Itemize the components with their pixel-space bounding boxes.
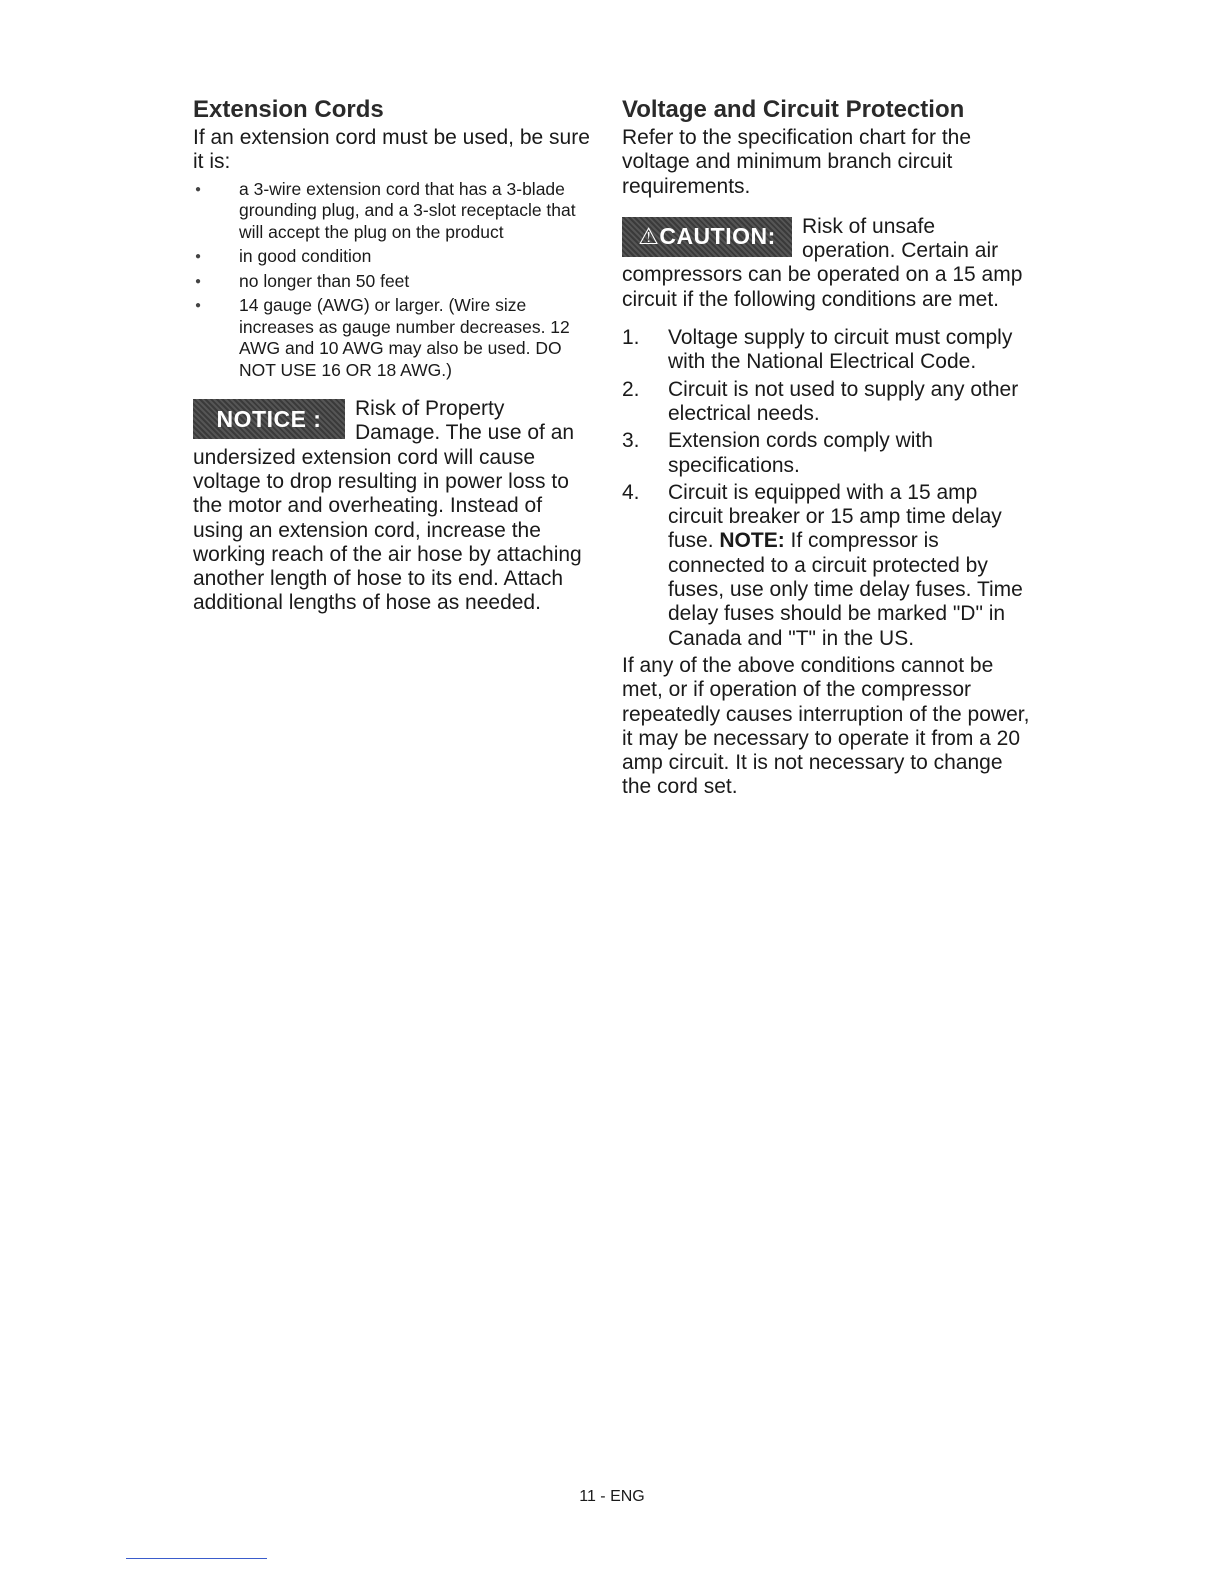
notice-text: Risk of Property Damage. The use of an undersized extension cord will cause voltage to drop resulting in power loss to the motor and overheating. Instead of using an extension cord, increase the working reach of the air hose by attaching another length of hose to its end. Attach additional lengths of hose as needed.: [193, 397, 582, 615]
voltage-intro: Refer to the specification chart for the voltage and minimum branch circuit requirements.: [622, 126, 972, 198]
extension-cords-intro: If an extension cord must be used, be sure it is:: [193, 126, 590, 174]
voltage-section: [622, 96, 1032, 800]
voltage-heading: Voltage and Circuit Protection: [622, 96, 965, 123]
step-text: Extension cords comply with specifications.: [668, 429, 933, 477]
extension-cords-section: [193, 96, 593, 616]
list-item: [622, 481, 1032, 651]
caution-block: [622, 215, 1032, 312]
caution-badge: ⚠CAUTION:: [622, 217, 792, 257]
notice-block: [193, 397, 593, 616]
list-item: ● no longer than 50 feet: [193, 271, 593, 293]
list-item: ● in good condition: [193, 246, 593, 268]
step-text: Circuit is not used to supply any other electrical needs.: [668, 377, 1019, 425]
page-number: 11 - ENG: [579, 1488, 645, 1505]
list-item: [622, 326, 1032, 375]
extension-cord-requirements-list: [193, 179, 593, 382]
bottom-rule: [126, 1558, 267, 1559]
list-item: ● 14 gauge (AWG) or larger. (Wire size increases as gauge number decreases. 12 AWG and 10 AWG may also be used. DO NOT USE 16 OR 18 AWG.): [193, 295, 593, 381]
step-number: 4.: [622, 480, 640, 504]
step-text: Circuit is equipped with a 15 amp circuit breaker or 15 amp time delay fuse.: [668, 480, 1002, 553]
step-number: 2.: [622, 377, 640, 401]
list-item: [622, 429, 1032, 478]
list-item: ● a 3-wire extension cord that has a 3-blade grounding plug, and a 3-slot receptacle that will accept the plug on the product: [193, 179, 593, 244]
step-number: 1.: [622, 326, 640, 350]
list-item: [622, 378, 1032, 427]
step-text: Voltage supply to circuit must comply with the National Electrical Code.: [668, 326, 1013, 374]
closing-text: If any of the above conditions cannot be met, or if operation of the compressor repeatedly causes interruption of the power, it may be necessary to operate it from a 20 amp circuit. It is not necessary to change the cord set.: [622, 653, 1030, 799]
caution-text: Risk of unsafe operation. Certain air compressors can be operated on a 15 amp circuit if the following conditions are met.: [622, 214, 1023, 311]
note-text: If compressor is connected to a circuit protected by fuses, use only time delay fuses. Time delay fuses should be marked "D" in Canada and "T" in the US.: [668, 529, 1023, 650]
notice-badge: NOTICE :: [193, 399, 345, 439]
step-number: 3.: [622, 429, 640, 453]
circuit-conditions-list: [622, 326, 1032, 651]
extension-cords-heading: Extension Cords: [193, 96, 384, 123]
note-label: NOTE:: [719, 529, 785, 553]
